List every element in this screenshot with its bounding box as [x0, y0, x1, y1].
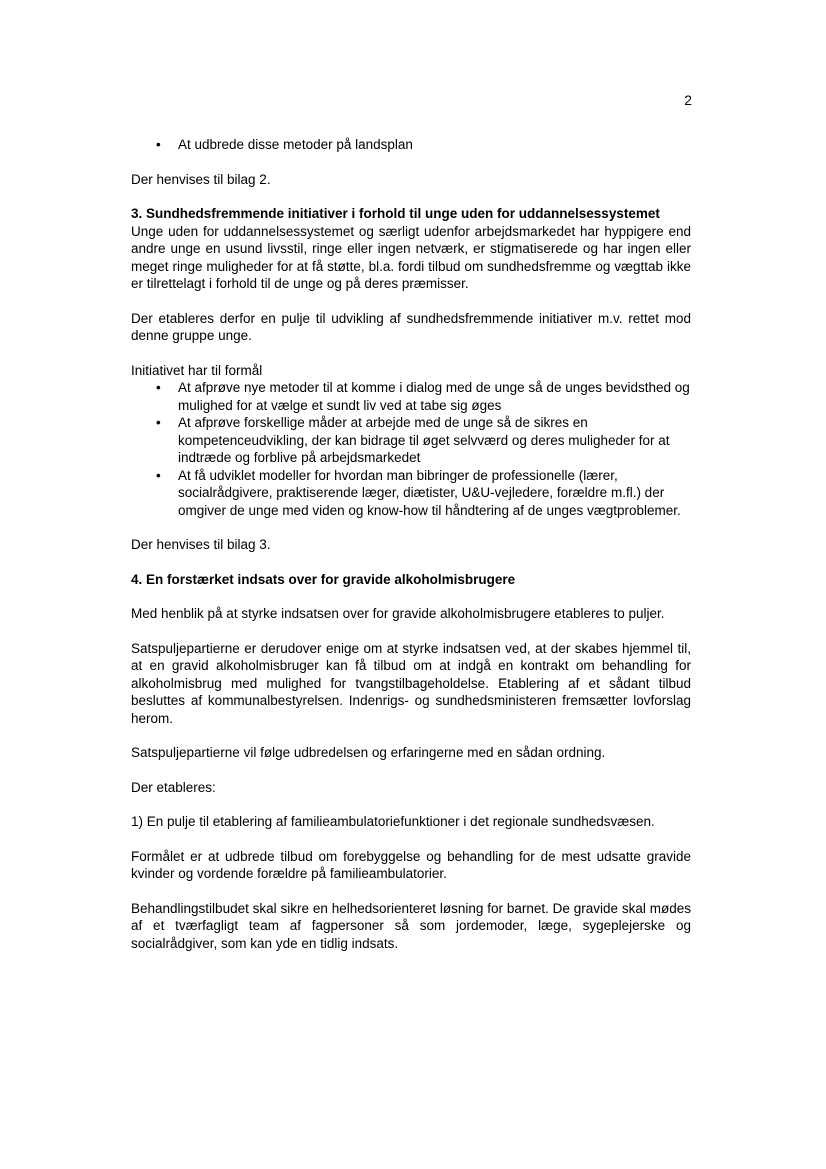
reference-bilag-3: Der henvises til bilag 3.	[131, 537, 271, 552]
page-number: 2	[684, 92, 692, 108]
reference-bilag-2: Der henvises til bilag 2.	[131, 171, 271, 187]
section-4-paragraph-1: Med henblik på at styrke indsatsen over for gravide alkoholmisbrugere etableres to puljer.	[131, 606, 665, 621]
document-body	[131, 136, 691, 952]
section-4-paragraph-5: 1) En pulje til etablering af familieambulatoriefunktioner i det regionale sundhedsvæsen.	[131, 814, 655, 829]
section-3-intro: Unge uden for uddannelsessystemet og særligt udenfor arbejdsmarkedet har hyppigere end andre unge en usund livsstil, ringe eller ingen netværk, er stigmatiserede og har ingen eller meget ringe muligheder for at få støtte, bl.a. fordi tilbud om sundhedsfremme og vægttab ikke er tilrettelagt i forhold til de unge og på deres præmisser.	[131, 223, 691, 291]
section-4-heading: 4. En forstærket indsats over for gravide alkoholmisbrugere	[131, 571, 516, 587]
list-item: • At udbrede disse metoder på landsplan	[131, 136, 691, 154]
section-3-pulje: Der etableres derfor en pulje til udvikling af sundhedsfremmende initiativer m.v. rettet mod denne gruppe unge.	[131, 310, 691, 343]
section-4-paragraph-2: Satspuljepartierne er derudover enige om at styrke indsatsen ved, at der skabes hjemmel til, at en gravid alkoholmisbruger kan få tilbud om at indgå en kontrakt om behandling for alkoholmisbrug med mulighed for tvangstilbageholdelse. Etablering af et sådant tilbud besluttes af kommunalbestyrelsen. Indenrigs- og sundhedsministeren fremsætter lovforslag herom.	[131, 640, 691, 726]
section-3-formaal-label: Initiativet har til formål	[131, 362, 263, 378]
section-4-paragraph-4: Der etableres:	[131, 779, 216, 795]
top-bullet-list	[131, 136, 691, 154]
section-4-paragraph-6: Formålet er at udbrede tilbud om forebyggelse og behandling for de mest udsatte gravide kvinder og vordende forældre på familieambulatorier.	[131, 848, 691, 881]
section-3-bullet-list	[131, 379, 691, 519]
list-item: • At afprøve nye metoder til at komme i dialog med de unge så de unges bevidsthed og mulighed for at vælge et sundt liv ved at tabe sig øges	[131, 379, 691, 414]
section-4-paragraph-7: Behandlingstilbudet skal sikre en helhedsorienteret løsning for barnet. De gravide skal mødes af et tværfagligt team af fagpersoner så som jordemoder, læge, sygeplejerske og socialrådgiver, som kan yde en tidlig indsats.	[131, 900, 691, 951]
list-item: • At afprøve forskellige måder at arbejde med de unge så de sikres en kompetenceudvikling, der kan bidrage til øget selvværd og deres muligheder for at indtræde og forblive på arbejdsmarkedet	[131, 414, 691, 467]
section-3-heading: 3. Sundhedsfremmende initiativer i forhold til unge uden for uddannelsessystemet	[131, 206, 660, 221]
section-4-paragraph-3: Satspuljepartierne vil følge udbredelsen og erfaringerne med en sådan ordning.	[131, 745, 606, 760]
list-item: • At få udviklet modeller for hvordan man bibringer de professionelle (lærer, socialrådgivere, praktiserende læger, diætister, U&U-vejledere, forældre m.fl.) der omgiver de unge med viden og know-how til håndtering af de unges vægtproblemer.	[131, 467, 691, 520]
